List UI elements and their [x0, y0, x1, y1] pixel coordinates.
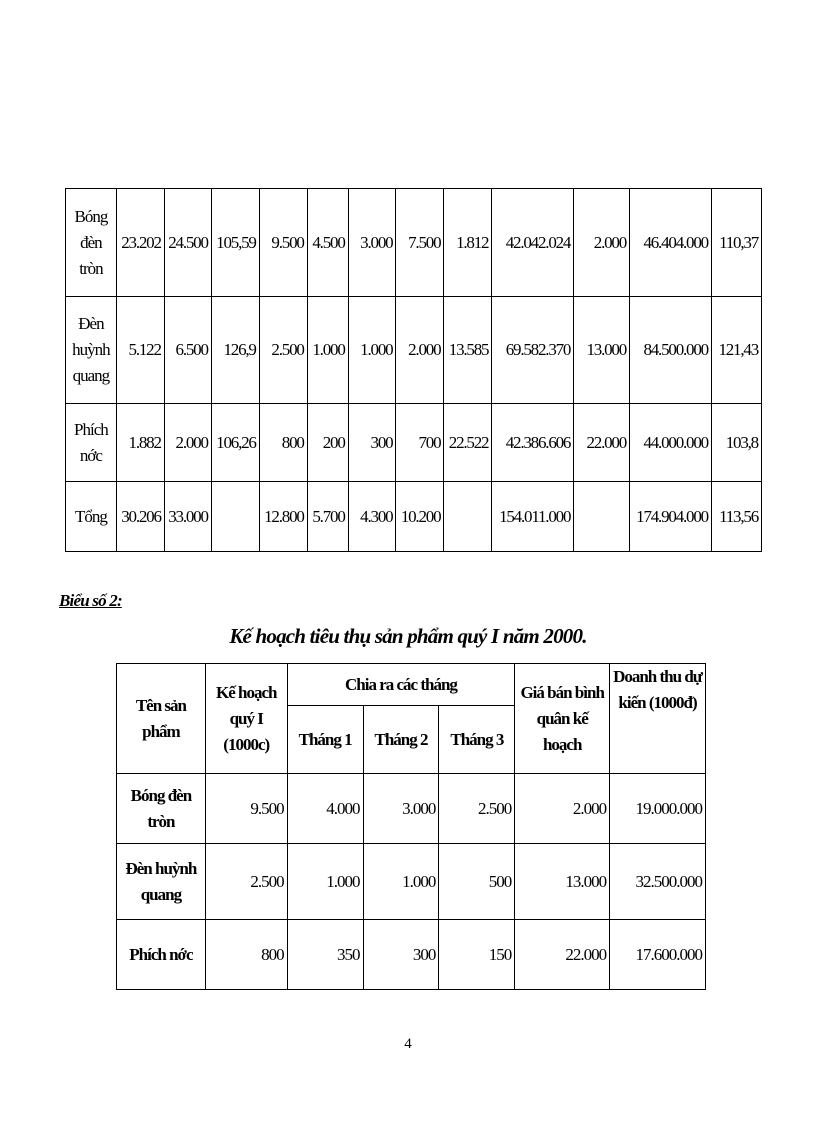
- cell: 1.000: [307, 297, 348, 404]
- product-name: Tổng: [66, 482, 117, 552]
- cell: 110,37: [711, 189, 761, 297]
- sales-plan-table: [116, 663, 706, 990]
- cell: 3.000: [363, 774, 439, 844]
- cell: 2.500: [259, 297, 307, 404]
- product-name: Bóng đèn tròn: [66, 189, 117, 297]
- cell: 4.300: [348, 482, 396, 552]
- cell: 24.500: [164, 189, 211, 297]
- cell: 300: [363, 920, 439, 990]
- cell: 800: [205, 920, 287, 990]
- cell: 4.000: [287, 774, 363, 844]
- cell: 22.522: [444, 404, 492, 482]
- cell: 22.000: [515, 920, 610, 990]
- cell: 150: [439, 920, 515, 990]
- cell: [574, 482, 630, 552]
- table-row: [117, 774, 706, 844]
- cell: 42.386.606: [492, 404, 574, 482]
- table-row: [66, 482, 762, 552]
- cell: 1.812: [444, 189, 492, 297]
- cell: 6.500: [164, 297, 211, 404]
- table-row: [66, 189, 762, 297]
- product-name: Đèn huỳnh quang: [117, 844, 206, 920]
- cell: 1.000: [348, 297, 396, 404]
- cell: 22.000: [574, 404, 630, 482]
- page-number: 4: [404, 1036, 412, 1052]
- header-revenue: Doanh thu dự kiến (1000đ): [610, 664, 706, 774]
- cell: 17.600.000: [610, 920, 706, 990]
- cell: 300: [348, 404, 396, 482]
- cell: 500: [439, 844, 515, 920]
- cell: 113,56: [711, 482, 761, 552]
- cell: 30.206: [116, 482, 164, 552]
- cell: 174.904.000: [630, 482, 712, 552]
- cell: 1.000: [287, 844, 363, 920]
- header-plan: Kế hoạch quý I (1000c): [205, 664, 287, 774]
- cell: 46.404.000: [630, 189, 712, 297]
- cell: 4.500: [307, 189, 348, 297]
- cell: 2.000: [574, 189, 630, 297]
- header-month-2: Tháng 2: [363, 706, 439, 774]
- table-row: [66, 297, 762, 404]
- cell: 7.500: [396, 189, 444, 297]
- cell: 13.585: [444, 297, 492, 404]
- table-row: [117, 844, 706, 920]
- continued-sales-table: [65, 188, 762, 552]
- cell: 350: [287, 920, 363, 990]
- cell: 12.800: [259, 482, 307, 552]
- cell: 200: [307, 404, 348, 482]
- cell: 5.122: [116, 297, 164, 404]
- cell: 121,43: [711, 297, 761, 404]
- cell: 13.000: [574, 297, 630, 404]
- cell: 2.500: [205, 844, 287, 920]
- cell: 2.000: [396, 297, 444, 404]
- header-price: Giá bán bình quân kế hoạch: [515, 664, 610, 774]
- cell: 1.000: [363, 844, 439, 920]
- cell: 103,8: [711, 404, 761, 482]
- table-row: [117, 920, 706, 990]
- cell: [211, 482, 259, 552]
- product-name: Bóng đèn tròn: [117, 774, 206, 844]
- cell: 2.500: [439, 774, 515, 844]
- cell: 42.042.024: [492, 189, 574, 297]
- cell: 33.000: [164, 482, 211, 552]
- cell: 126,9: [211, 297, 259, 404]
- header-product: Tên sản phẩm: [117, 664, 206, 774]
- cell: 69.582.370: [492, 297, 574, 404]
- cell: 13.000: [515, 844, 610, 920]
- cell: 44.000.000: [630, 404, 712, 482]
- cell: 3.000: [348, 189, 396, 297]
- cell: 84.500.000: [630, 297, 712, 404]
- cell: 5.700: [307, 482, 348, 552]
- cell: 106,26: [211, 404, 259, 482]
- product-name: Phích nớc: [117, 920, 206, 990]
- cell: 32.500.000: [610, 844, 706, 920]
- cell: 10.200: [396, 482, 444, 552]
- table-title: Kế hoạch tiêu thụ sản phẩm quý I năm 2000.: [229, 624, 587, 648]
- cell: 2.000: [164, 404, 211, 482]
- cell: 9.500: [205, 774, 287, 844]
- cell: 1.882: [116, 404, 164, 482]
- cell: 800: [259, 404, 307, 482]
- product-name: Phích nớc: [66, 404, 117, 482]
- header-split: Chia ra các tháng: [287, 664, 515, 706]
- table-row: [66, 404, 762, 482]
- cell: [444, 482, 492, 552]
- cell: 2.000: [515, 774, 610, 844]
- cell: 23.202: [116, 189, 164, 297]
- cell: 9.500: [259, 189, 307, 297]
- section-label: Biểu số 2:: [59, 591, 122, 610]
- cell: 154.011.000: [492, 482, 574, 552]
- cell: 105,59: [211, 189, 259, 297]
- product-name: Đèn huỳnh quang: [66, 297, 117, 404]
- cell: 700: [396, 404, 444, 482]
- cell: 19.000.000: [610, 774, 706, 844]
- header-month-3: Tháng 3: [439, 706, 515, 774]
- header-month-1: Tháng 1: [287, 706, 363, 774]
